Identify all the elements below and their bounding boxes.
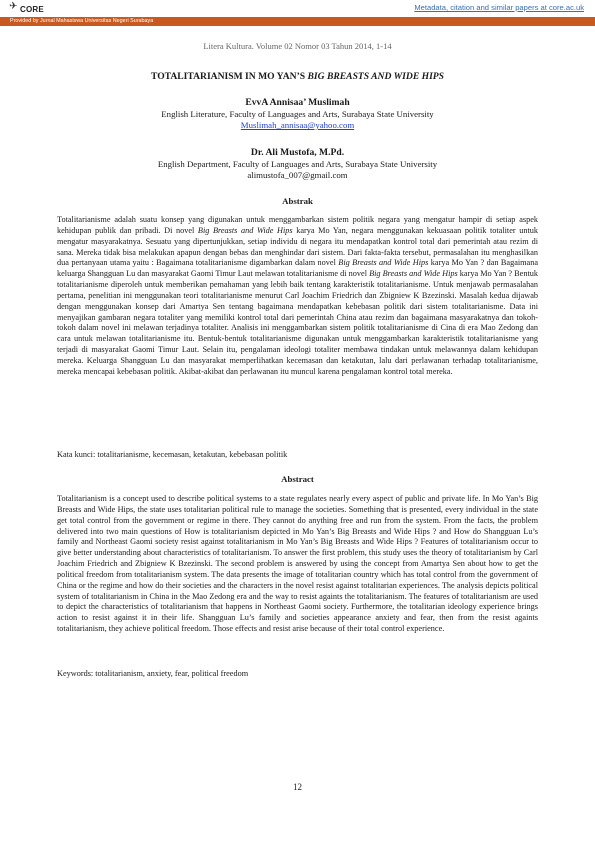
abstrak-keywords: Kata kunci: totalitarianisme, kecemasan, ketakutan, kebebasan politik [57,450,288,459]
provider-strip [0,17,595,26]
core-logo-text: CORE [20,5,44,14]
abstrak-text: karya Mo Yan, negara menggunakan kekuasaan politik totaliter untuk mengatur masyarakatnya. Sesuatu yang dipertunjukkan, setiap individu di negara itu mendapatkan kontrol total dari pemerintah atau rezim di sana. Mereka tidak bisa melakukan apapun dengan bebas dan menghindar dari sistem. Dari fakta-fakta tersebut, permasalahan itu menghasilkan dua pertanyaan utama yaitu : Bagaimana totalitarianisme digambarkan dalam novel [57,225,538,268]
author-name: Dr. Ali Mustofa, M.Pd. [250,147,345,158]
abstrak-paragraph [57,215,538,378]
author-block-2 [0,147,595,182]
abstract-heading: Abstract [281,474,314,484]
provider-text[interactable]: Provided by Jurnal Mahasiswa Universitas Negeri Surabaya [10,18,154,24]
abstrak-text: Totalitarianisme adalah suatu konsep yang digunakan untuk menggambarkan sistem politik negara yang mengatur hampir di setiap aspek kehidupan publik dan pribadi. Di novel [57,215,538,235]
author-email: alimustofa_007@gmail.com [247,170,348,181]
core-metadata-link[interactable]: Metadata, citation and similar papers at core.ac.uk [414,3,584,12]
author-name: EvvA Annisaa’ Muslimah [245,97,350,108]
core-header [0,0,595,26]
abstrak-text: karya Mo Yan ? dan Bagaimana keluarga Shangguan Lu dan masyarakat Gaomi Timur Laut melawan totalitarianisme di novel [57,258,539,279]
abstract-paragraph: Totalitarianism is a concept used to describe political systems to a state regulates nearly every aspect of public and private life. In Mo Yan’s Big Breasts and Wide Hips, the state uses totalitarian political rule to manage the societies. Something that is presented, every individual in the state get total control from the government or regime in there. They cannot do anything free and run from the system. From the facts, the problem delivered into two main questions of How is totalitarianism depicted in Mo Yan’s Big Breasts and Wide Hips ? and How do Shangguan Lu’s family and Northeast Gaomi society resist against totalitarianism in Mo Yan’s Big Breasts and Wide Hips ? Features of totalitarianism occur to give better understanding about characteristics of totalitarianism. To answer the first problem, this study uses the theory of totalitarianism by Carl Joachim Friedrich and Zbigniew K Bzezinski. The second problem is answered by using the concept from Amartya Sen about how to get the political freedom from totalitarianism system. The data presents the image of totalitarian country which has total control from the government of China or the regime and how do their societies and the characters in the novel resist against totalitarian experiences. The analysis depicts political system of totalitarianism in China in the Mao Zedong era and the way to resist againts the totalitarianism. The features of totalitarianism are used to depict the characteristics of totalitarianism that happens in Northeast Gaomi society. Furthermore, the totalitarian ideology experience brings action to resist against it in their life. Shangguan Lu’s family and societies appearance anxiety and fear, then from the resist againts totalitarianism, they achieve political freedom. Those effects and resist arise because of their total control experience. [57,494,538,634]
core-logo[interactable] [9,1,53,17]
abstrak-heading: Abstrak [282,196,313,206]
paper-title [0,71,595,82]
core-logo-icon: ✈ [9,1,18,12]
page-number: 12 [293,782,302,792]
novel-title-italic: Big Breasts and Wide Hips [197,225,293,235]
title-italic: BIG BREASTS AND WIDE HIPS [307,71,445,82]
abstrak-text: karya Mo Yan ? Bentuk totalitarianisme diperoleh untuk memberikan pemahaman yang lebih baik tentang karakteristik totalitarianisme. Untuk menjawab permasalahan pertama, penelitian ini menggunakan teori totalitarianisme menurut Carl Joachim Friedrich dan Zbigniew K Bzezinski. Masalah kedua dijawab dengan menggunakan konsep dari Amartya Sen tentang bagaimana mendapatkan kebebasan politik dari sistem totalitarianisme. Data ini menyajikan gambaran negara totaliter yang memiliki kontrol total dari pemerintah China atau rezim dan bagaimana masyarakatnya dan tokoh-tokoh dalam novel ini melawan terjadinya totaliter. Analisis ini menggambarkan sistem politik totalitarianisme di Cina di era Mao Zedong dan cara untuk melawan totalitarianisme itu. Bentuk-bentuk totalitarianisme digunakan untuk menggambarkan karakteristik totalitarianisme yang terjadi di masyarakat Gaomi Timur Laut. Selain itu, pengalaman ideologi totaliter membawa tindakan untuk melawannya dalam kehidupan mereka. Keluarga Shangguan Lu dan masyarakat memperlihatkan kecemasan dan ketakutan, lalu dari perlawanan terhadap totalitarianisme, mereka mencapai kebebasan politik. Akibat-akibat dan perlawanan itu muncul karena pengalaman kontrol total mereka. [57,269,539,376]
title-main: TOTALITARIANISM IN MO YAN’S [150,71,308,82]
abstract-keywords: Keywords: totalitarianism, anxiety, fear, political freedom [57,669,249,678]
author-email-link[interactable]: Muslimah_annisaa@yahoo.com [240,120,355,131]
author-affiliation: English Department, Faculty of Languages and Arts, Surabaya State University [157,158,438,169]
author-block-1 [0,97,595,132]
journal-header: Litera Kultura. Volume 02 Nomor 03 Tahun 2014, 1-14 [203,41,392,51]
novel-title-italic: Big Breasts and Wide Hips [338,258,429,268]
novel-title-italic: Big Breasts and Wide Hips [369,269,458,279]
author-affiliation: English Literature, Faculty of Languages and Arts, Surabaya State University [161,108,434,119]
